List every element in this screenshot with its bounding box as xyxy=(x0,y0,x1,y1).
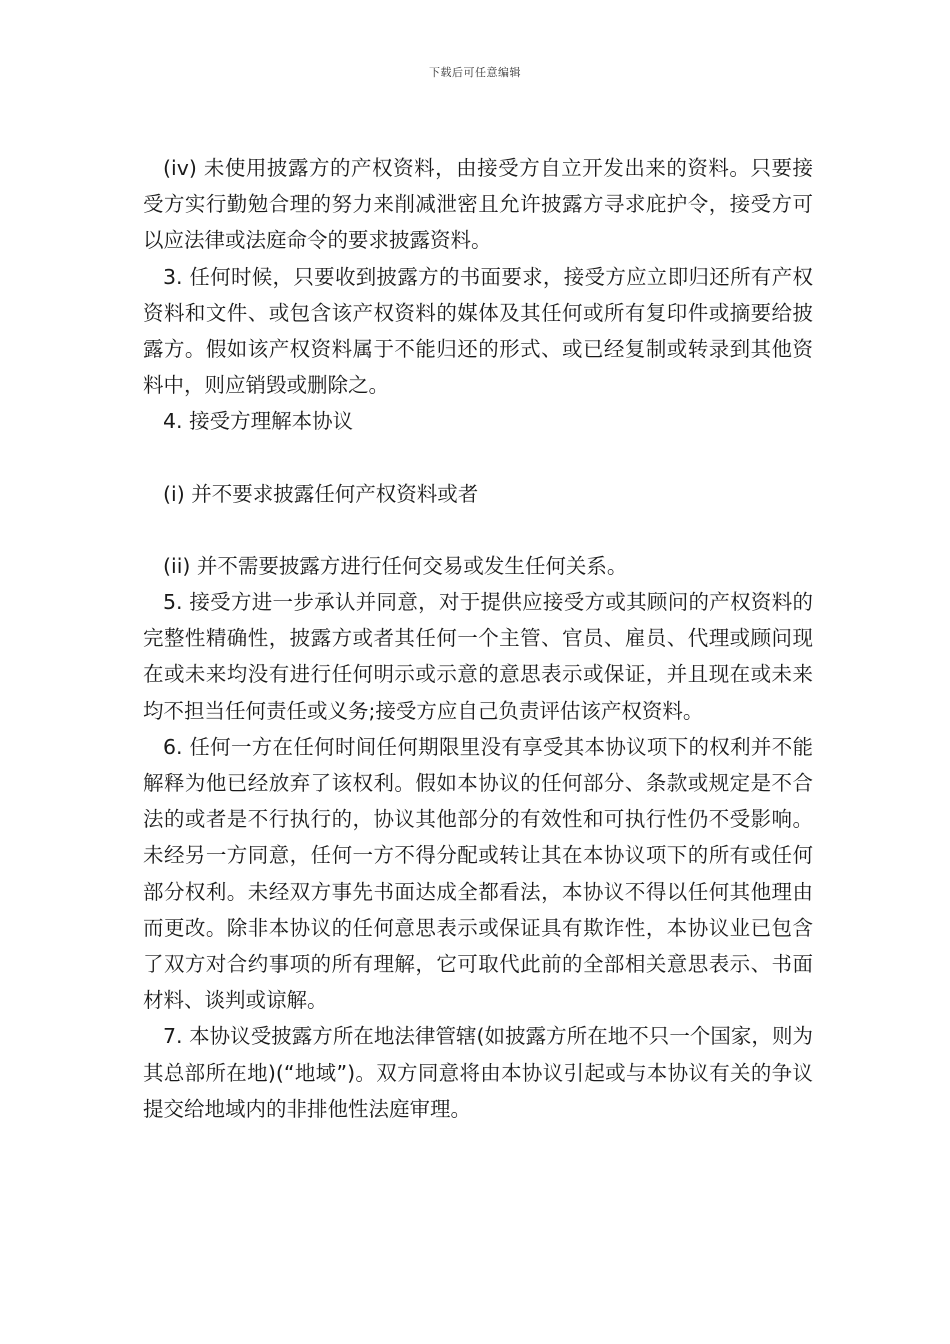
paragraph-iv: (iv) 未使用披露方的产权资料，由接受方自立开发出来的资料。只要接受方实行勤勉合理的努力来削减泄密且允许披露方寻求庇护令，接受方可以应法律或法庭命令的要求披露资料。 xyxy=(143,156,813,253)
paragraph-4-ii: (ii) 并不需要披露方进行任何交易或发生任何关系。 xyxy=(163,553,628,578)
document-body xyxy=(143,150,813,1127)
paragraph-5: 5. 接受方进一步承认并同意，对于提供应接受方或其顾问的产权资料的完整性精确性，披露方或者其任何一个主管、官员、雇员、代理或顾问现在或未来均没有进行任何明示或示意的意思表示或保证，并且现在或未来均不担当任何责任或义务;接受方应自己负责评估该产权资料。 xyxy=(143,590,813,723)
paragraph-4: 4. 接受方理解本协议 xyxy=(163,409,354,434)
paragraph-4-i: (i) 并不要求披露任何产权资料或者 xyxy=(163,481,479,506)
page-header: 下载后可任意编辑 xyxy=(429,66,521,79)
paragraph-7: 7. 本协议受披露方所在地法律管辖(如披露方所在地不只一个国家，则为其总部所在地)(“地域”)。双方同意将由本协议引起或与本协议有关的争议提交给地域内的非排他性法庭审理。 xyxy=(143,1024,813,1121)
paragraph-6: 6. 任何一方在任何时间任何期限里没有享受其本协议项下的权利并不能解释为他已经放弃了该权利。假如本协议的任何部分、条款或规定是不合法的或者是不行执行的，协议其他部分的有效性和可执行性仍不受影响。未经另一方同意，任何一方不得分配或转让其在本协议项下的所有或任何部分权利。未经双方事先书面达成全都看法，本协议不得以任何其他理由而更改。除非本协议的任何意思表示或保证具有欺诈性，本协议业已包含了双方对合约事项的所有理解，它可取代此前的全部相关意思表示、书面材料、谈判或谅解。 xyxy=(143,734,813,1013)
paragraph-3: 3. 任何时候，只要收到披露方的书面要求，接受方应立即归还所有产权资料和文件、或包含该产权资料的媒体及其任何或所有复印件或摘要给披露方。假如该产权资料属于不能归还的形式、或已经复制或转录到其他资料中，则应销毁或删除之。 xyxy=(143,264,813,398)
